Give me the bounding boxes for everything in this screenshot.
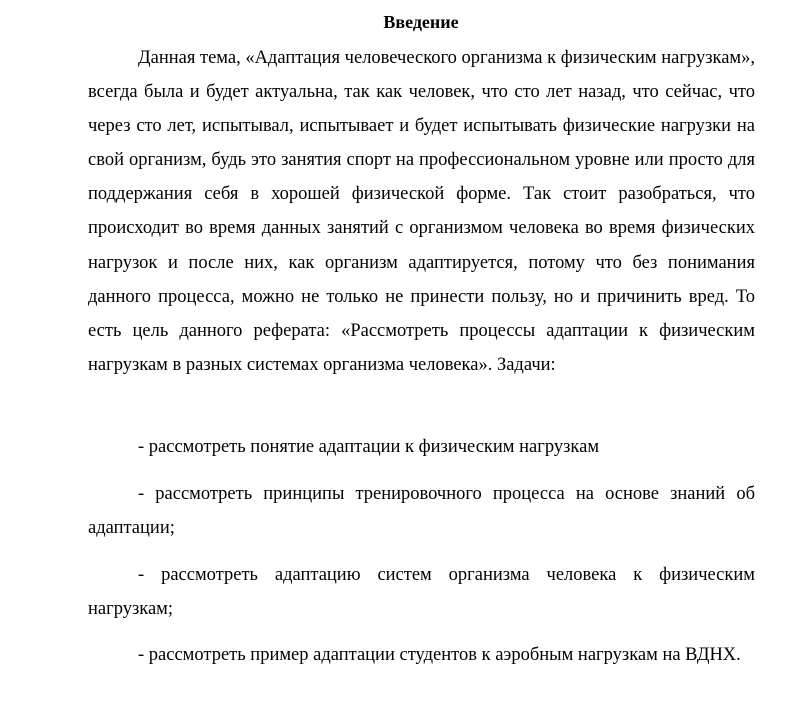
task-item: - рассмотреть адаптацию систем организма человека к физическим нагрузкам; xyxy=(88,565,755,619)
intro-paragraph: Данная тема, «Адаптация человеческого организма к физическим нагрузкам», всегда была и будет актуальна, так как человек, что сто лет назад, что сейчас, что через сто лет, испытывал, испытывает и будет испытывать физические нагрузки на свой организм, будь это занятия спорт на профессиональном уровне или просто для поддержания себя в хорошей физической форме. Так стоит разобраться, что происходит во время данных занятий с организмом человека во время физических нагрузок и после них, как организм адаптируется, потому что без понимания данного процесса, можно не только не принести пользу, но и причинить вред. То есть цель данного реферата: «Рассмотреть процессы адаптации к физическим нагрузкам в разных системах организма человека». Задачи: xyxy=(88,48,755,375)
task-item: - рассмотреть понятие адаптации к физическим нагрузкам xyxy=(138,437,600,457)
section-title: Введение xyxy=(383,12,459,32)
task-item: - рассмотреть пример адаптации студентов к аэробным нагрузкам на ВДНХ. xyxy=(138,645,741,665)
task-item: - рассмотреть принципы тренировочного процесса на основе знаний об адаптации; xyxy=(88,484,755,538)
